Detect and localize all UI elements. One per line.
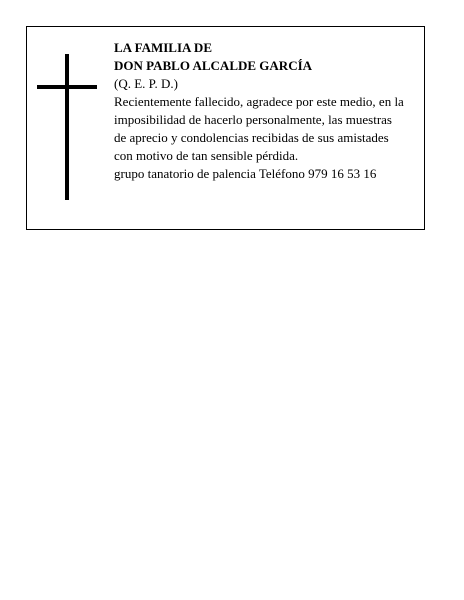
message-line-2: imposibilidad de hacerlo personalmente, las muestras [114, 112, 392, 127]
deceased-name: DON PABLO ALCALDE GARCÍA [114, 58, 313, 73]
funeral-home-contact: grupo tanatorio de palencia Teléfono 979 16 53 16 [114, 166, 377, 181]
message-line-1: Recientemente fallecido, agradece por este medio, en la [114, 94, 404, 109]
message-line-4: con motivo de tan sensible pérdida. [114, 148, 299, 163]
latin-cross-icon [37, 54, 97, 200]
rest-in-peace: (Q. E. P. D.) [114, 76, 178, 91]
message-line-3: de aprecio y condolencias recibidas de sus amistades [114, 130, 389, 145]
cross-vertical-bar [65, 54, 69, 200]
obituary-notice [26, 26, 425, 230]
family-heading: LA FAMILIA DE [114, 40, 212, 55]
cross-horizontal-bar [37, 85, 97, 89]
notice-text [114, 39, 424, 183]
